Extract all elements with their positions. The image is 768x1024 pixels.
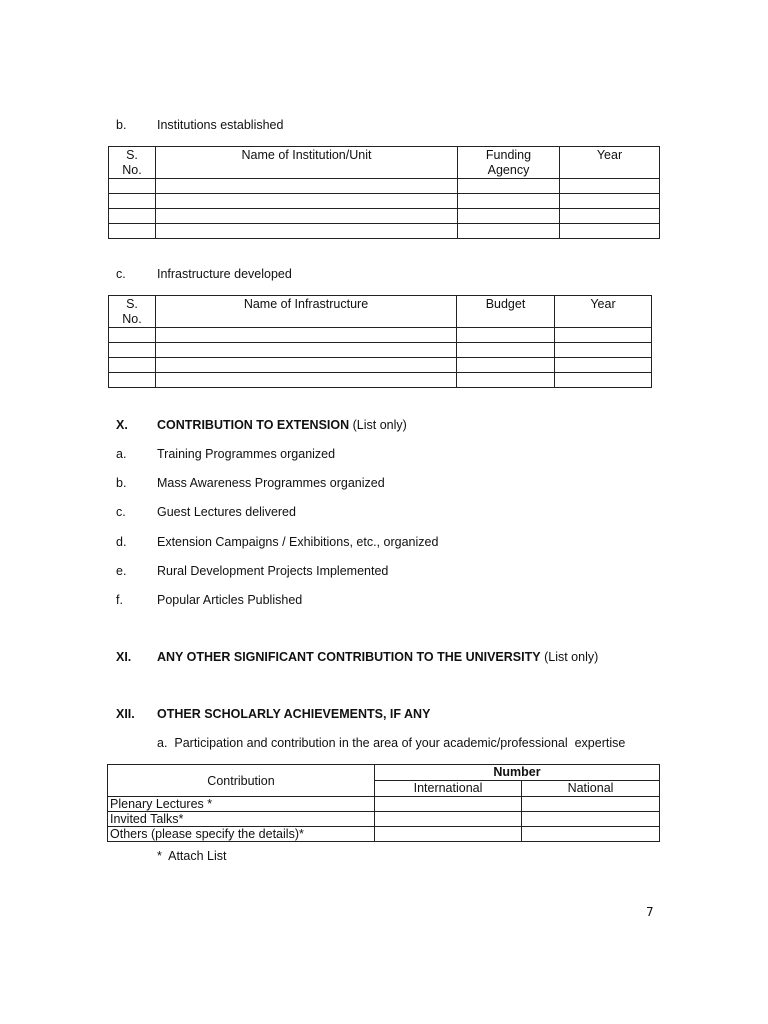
section-xi-note: (List only) [544,650,599,664]
list-item-label: b. [116,476,127,490]
section-xi-label: XI. [116,650,132,664]
section-x-title: CONTRIBUTION TO EXTENSION [157,418,350,432]
list-item-label: f. [116,593,123,607]
list-item-label: c. [116,505,126,519]
page-number: 7 [646,905,654,919]
table-row [108,812,660,827]
section-x-note: (List only) [352,418,407,432]
list-item: Extension Campaigns / Exhibitions, etc., organized [157,535,439,549]
table-row [108,827,660,842]
international-header: International [375,781,522,797]
section-c-label: c. [116,267,126,281]
list-item: Mass Awareness Programmes organized [157,476,385,490]
section-x-heading [157,418,407,432]
national-header: National [522,781,660,797]
header-year: Year [560,147,660,179]
list-item: Training Programmes organized [157,447,336,461]
section-b-title: Institutions established [157,118,284,132]
institutions-table [108,146,660,239]
header-year: Year [555,296,652,328]
header-sno: S. No. [109,296,156,328]
infrastructure-table [108,295,652,388]
table-row [109,209,660,224]
section-xii-subheading: a. Participation and contribution in the area of your academic/professional expertise [157,736,626,750]
section-xii-title: OTHER SCHOLARLY ACHIEVEMENTS, IF ANY [157,707,431,721]
list-item: Popular Articles Published [157,593,303,607]
table-row [109,343,652,358]
list-item: Guest Lectures delivered [157,505,296,519]
section-xi-heading [157,650,598,664]
section-xii-label: XII. [116,707,135,721]
table-row [109,194,660,209]
list-item-label: e. [116,564,127,578]
table-row [109,358,652,373]
row-label: Others (please specify the details)* [108,827,375,842]
row-label: Plenary Lectures * [108,797,375,812]
table-row [108,797,660,812]
list-item-label: a. [116,447,127,461]
header-budget: Budget [457,296,555,328]
footnote: * Attach List [157,849,227,863]
table-row [109,224,660,239]
header-funding-agency: Funding Agency [458,147,560,179]
table-row [109,373,652,388]
number-header: Number [375,765,660,781]
section-c-title: Infrastructure developed [157,267,292,281]
table-row [109,328,652,343]
table-row [109,179,660,194]
header-sno: S. No. [109,147,156,179]
row-label: Invited Talks* [108,812,375,827]
header-name: Name of Institution/Unit [156,147,458,179]
contribution-header: Contribution [108,765,375,797]
list-item: Rural Development Projects Implemented [157,564,389,578]
contribution-table [107,764,660,842]
header-name: Name of Infrastructure [156,296,457,328]
section-b-label: b. [116,118,127,132]
section-xi-title: ANY OTHER SIGNIFICANT CONTRIBUTION TO THE UNIVERSITY [157,650,541,664]
section-x-label: X. [116,418,128,432]
list-item-label: d. [116,535,127,549]
